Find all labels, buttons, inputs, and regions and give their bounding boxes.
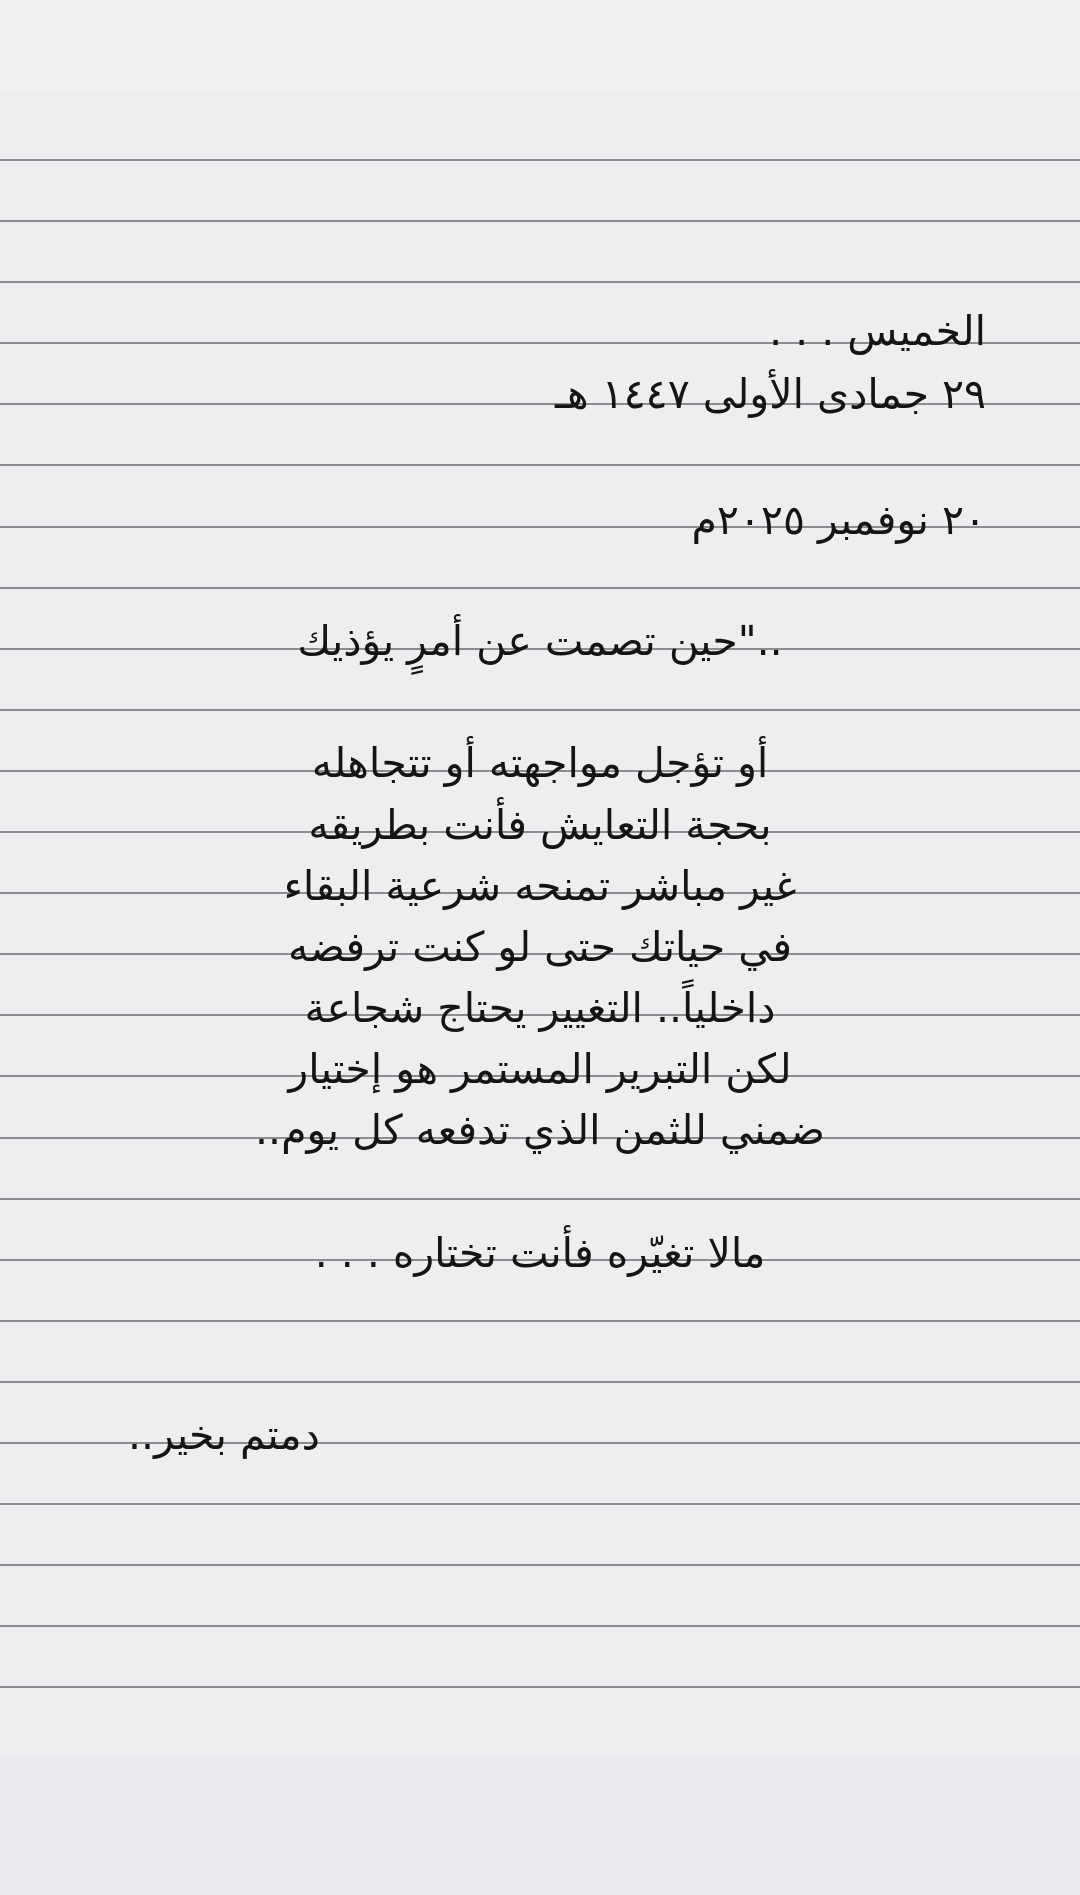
rule-line bbox=[0, 159, 1080, 161]
gregorian-date: ٢٠ نوفمبر ٢٠٢٥م bbox=[691, 496, 986, 544]
rule-line bbox=[0, 1381, 1080, 1383]
quote-line: .."حين تصمت عن أمرٍ يؤذيك bbox=[297, 617, 783, 665]
rule-line bbox=[0, 587, 1080, 589]
bottom-margin bbox=[0, 1755, 1080, 1895]
quote-line: غير مباشر تمنحه شرعية البقاء bbox=[283, 862, 797, 910]
quote-line: بحجة التعايش فأنت بطريقه bbox=[308, 801, 772, 849]
rule-line bbox=[0, 1198, 1080, 1200]
quote-line: داخلياً.. التغيير يحتاج شجاعة bbox=[304, 984, 776, 1032]
rule-line bbox=[0, 220, 1080, 222]
quote-line: ضمني للثمن الذي تدفعه كل يوم.. bbox=[255, 1106, 825, 1154]
rule-line bbox=[0, 1625, 1080, 1627]
rule-line bbox=[0, 1320, 1080, 1322]
quote-line: في حياتك حتى لو كنت ترفضه bbox=[288, 923, 792, 971]
rule-line bbox=[0, 709, 1080, 711]
rule-line bbox=[0, 281, 1080, 283]
rule-line bbox=[0, 464, 1080, 466]
rule-line bbox=[0, 1503, 1080, 1505]
quote-line: لكن التبرير المستمر هو إختيار bbox=[288, 1045, 792, 1093]
quote-line: أو تؤجل مواجهته أو تتجاهله bbox=[311, 739, 769, 787]
hijri-date: ٢٩ جمادى الأولى ١٤٤٧ هـ bbox=[554, 370, 986, 418]
rule-line bbox=[0, 1686, 1080, 1688]
quote-closing-line: مالا تغيّره فأنت تختاره . . . bbox=[314, 1229, 766, 1277]
signoff: دمتم بخير.. bbox=[128, 1411, 320, 1459]
rule-line bbox=[0, 1564, 1080, 1566]
day-heading: الخميس . . . bbox=[769, 307, 986, 355]
